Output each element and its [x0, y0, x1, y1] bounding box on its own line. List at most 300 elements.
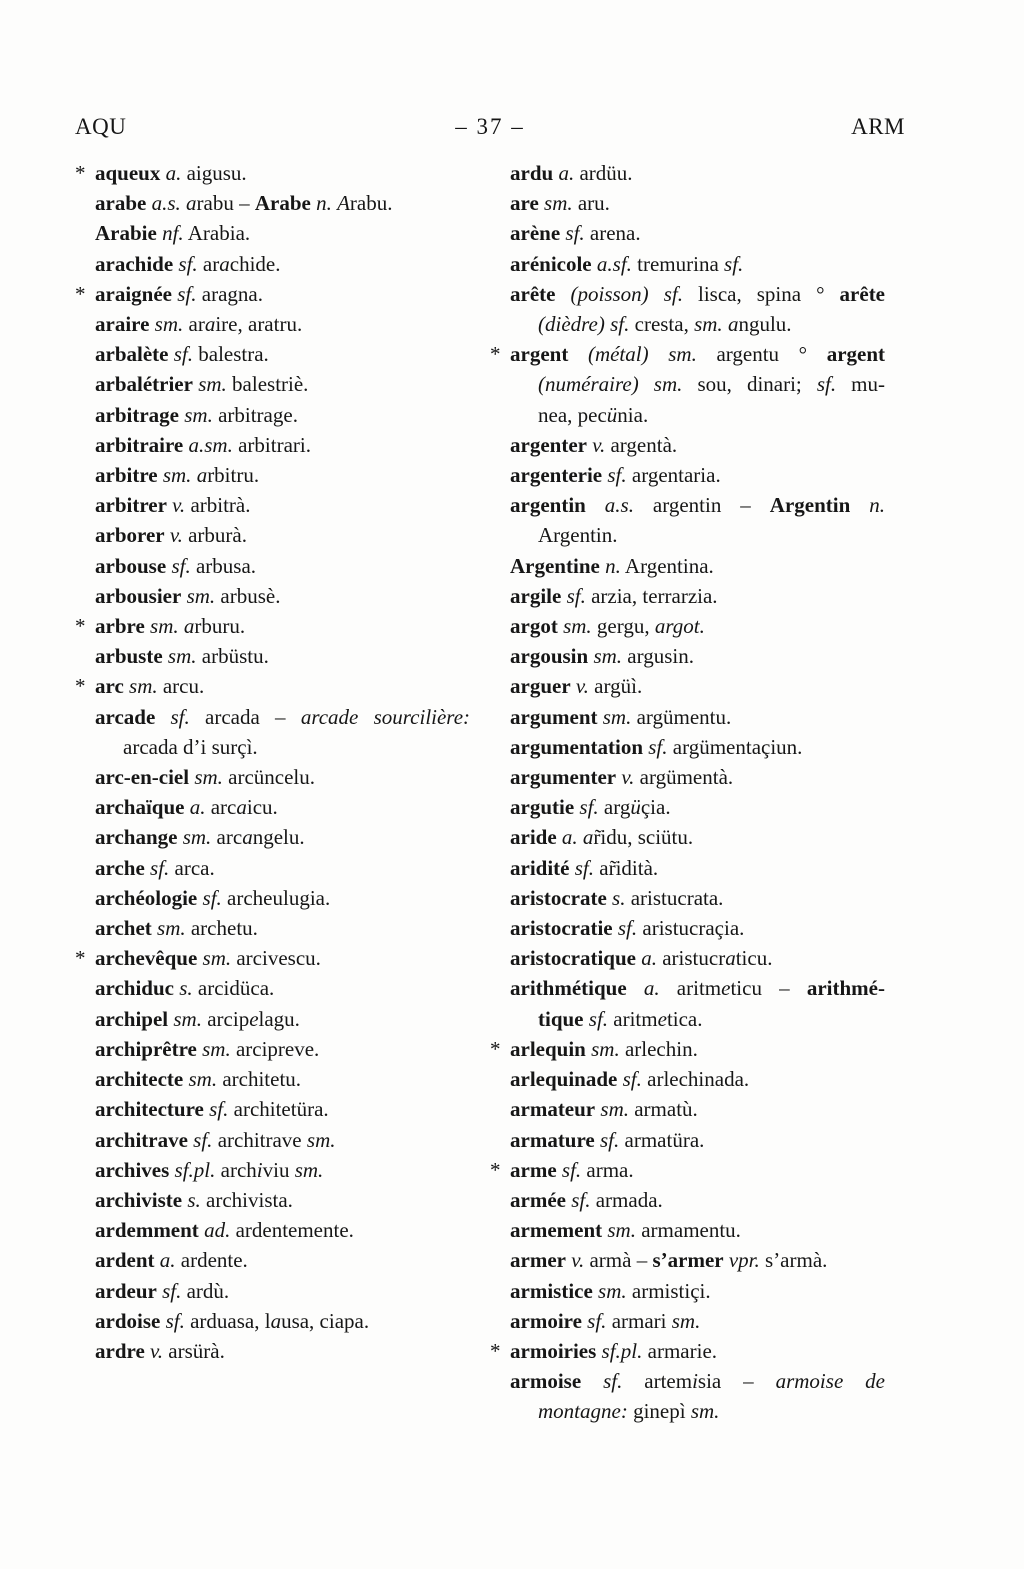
text-segment: sm. — [178, 402, 213, 427]
entry-line — [510, 611, 885, 641]
text-segment: armer — [510, 1248, 566, 1273]
text-segment: sm. — [196, 1036, 231, 1061]
text-segment: archeulugia. — [221, 885, 331, 910]
entry-line — [510, 1094, 885, 1124]
text-segment: arbitraire — [95, 432, 184, 457]
text-segment: a. — [556, 825, 578, 850]
dictionary-entry — [95, 1094, 470, 1124]
text-columns — [75, 158, 905, 1427]
text-segment: tica. — [666, 1006, 703, 1031]
dictionary-entry — [510, 460, 885, 490]
text-segment: armoiries — [510, 1338, 597, 1363]
text-segment: sf. — [612, 916, 638, 941]
text-segment: Arabia. — [183, 221, 251, 246]
entry-line — [510, 339, 885, 369]
text-segment: arbusa. — [190, 553, 257, 578]
dictionary-entry — [95, 1245, 470, 1275]
dictionary-entry — [95, 883, 470, 913]
dictionary-entry — [510, 732, 885, 762]
text-segment: argutie — [510, 795, 575, 820]
text-segment: sm. — [538, 191, 573, 216]
text-segment: rburu. — [194, 614, 246, 639]
text-segment: ardüu. — [574, 161, 633, 185]
entry-line — [95, 822, 470, 852]
text-segment: n. — [310, 191, 332, 216]
text-segment: argumenter — [510, 765, 617, 790]
text-segment: e — [657, 1006, 667, 1031]
text-segment: archivista. — [200, 1187, 293, 1212]
entry-star-marker: * — [490, 1338, 501, 1363]
text-segment: i — [256, 1157, 263, 1182]
text-segment: sm. — [149, 312, 184, 337]
text-segment: armistice — [510, 1278, 593, 1303]
text-segment: argumentation — [510, 734, 643, 759]
text-segment: sm. — [592, 1278, 627, 1303]
text-segment: a — [204, 312, 216, 337]
text-segment: arlechin. — [619, 1036, 698, 1061]
dictionary-entry — [95, 520, 470, 550]
text-segment: Arabe — [254, 191, 311, 216]
text-segment: balestra. — [193, 342, 269, 367]
entry-line — [510, 1245, 885, 1275]
text-segment: arburà. — [182, 523, 247, 548]
text-segment: ardente. — [175, 1248, 248, 1273]
entry-line — [510, 520, 885, 550]
text-segment: s’armà. — [759, 1248, 828, 1273]
text-segment: arc-en-ciel — [95, 765, 190, 790]
text-segment — [568, 342, 588, 366]
text-segment: sm. — [294, 1157, 324, 1182]
text-segment: e — [249, 1006, 259, 1031]
dictionary-entry — [510, 551, 885, 581]
text-segment: nf. — [156, 221, 184, 246]
dictionary-entry — [510, 158, 885, 188]
text-segment: sf. — [594, 1127, 620, 1152]
dictionary-entry — [75, 158, 470, 188]
entry-line — [510, 430, 885, 460]
text-segment: s’armer — [652, 1248, 724, 1273]
entry-line — [95, 1064, 470, 1094]
text-segment: a. — [160, 161, 182, 185]
entry-line — [95, 218, 470, 248]
text-segment: sf. — [603, 1369, 623, 1394]
text-segment: arithmé- — [806, 976, 885, 1001]
text-segment: sf. — [581, 1308, 607, 1333]
text-segment: armement — [510, 1218, 603, 1243]
text-segment: ar — [197, 251, 220, 276]
text-segment: s. — [606, 885, 626, 910]
text-segment: aristucrata. — [625, 885, 724, 910]
dictionary-entry — [95, 339, 470, 369]
text-segment: sm. — [602, 1218, 636, 1243]
entry-line — [510, 279, 885, 309]
entry-star-marker: * — [490, 1157, 501, 1182]
text-segment: argentaria. — [626, 463, 721, 488]
text-segment: sm. — [192, 372, 227, 397]
entry-line — [510, 188, 885, 218]
text-segment: arbalétrier — [95, 372, 193, 397]
text-segment: sm. — [151, 916, 186, 941]
text-segment: ardeur — [95, 1278, 157, 1303]
text-segment: n. — [850, 493, 885, 518]
text-segment: (dièdre) — [538, 312, 605, 337]
dictionary-entry — [95, 551, 470, 581]
text-segment: a. — [626, 976, 660, 1001]
text-segment: arbre — [95, 614, 145, 639]
text-segment: v. — [164, 523, 183, 548]
text-segment: a. — [154, 1248, 176, 1273]
text-segment: Argentin. — [538, 523, 618, 548]
dictionary-entry — [510, 973, 885, 1033]
text-segment: arduasa, l — [184, 1308, 271, 1333]
dictionary-entry — [510, 943, 885, 973]
text-segment: arcada – — [189, 704, 301, 729]
dictionary-entry — [95, 188, 470, 218]
text-segment: arête — [839, 281, 886, 306]
entry-line — [95, 762, 470, 792]
dictionary-entry — [510, 1094, 885, 1124]
dictionary-entry — [75, 943, 470, 973]
text-segment: ire, aratru. — [215, 312, 303, 337]
dictionary-entry — [95, 400, 470, 430]
text-segment: arlequin — [510, 1036, 586, 1061]
entry-line — [510, 822, 885, 852]
text-segment: arcidüca. — [192, 976, 275, 1001]
text-segment: arête — [510, 281, 556, 306]
text-segment: usa, ciapa. — [281, 1308, 370, 1333]
text-segment: sf. — [643, 734, 668, 759]
text-segment: sm. — [177, 825, 212, 850]
text-segment: (numéraire) — [538, 372, 639, 397]
text-segment: argile — [510, 583, 562, 608]
text-segment: a — [242, 825, 253, 850]
dictionary-entry — [95, 309, 470, 339]
text-segment: a — [183, 614, 195, 639]
text-segment: ü — [630, 795, 641, 820]
text-segment: sf. — [203, 1097, 229, 1122]
text-segment: v. — [565, 1248, 585, 1273]
entry-line — [95, 913, 470, 943]
dictionary-entry — [75, 611, 470, 641]
dictionary-entry — [490, 1034, 885, 1064]
dictionary-entry — [510, 1215, 885, 1245]
text-segment — [649, 342, 669, 366]
text-segment: cresta, — [629, 312, 695, 337]
text-segment: sm. — [668, 342, 697, 367]
entry-line — [510, 309, 885, 339]
text-segment: arbitrà. — [185, 493, 251, 518]
text-segment: sia – — [697, 1369, 776, 1394]
dictionary-entry — [95, 1215, 470, 1245]
dictionary-entry — [490, 339, 886, 430]
text-segment: sf. — [560, 221, 585, 246]
entry-line — [95, 883, 470, 913]
entry-line — [510, 883, 885, 913]
text-segment: arbitrari. — [232, 432, 311, 457]
text-segment: ardoise — [95, 1308, 161, 1333]
text-segment — [649, 282, 664, 306]
entry-line — [95, 430, 470, 460]
dictionary-entry — [95, 702, 470, 762]
text-segment: armoire — [510, 1308, 582, 1333]
dictionary-entry — [75, 671, 470, 701]
text-segment: sm. — [168, 1006, 202, 1031]
text-segment: sm. — [595, 1097, 629, 1122]
text-segment: arc — [211, 825, 243, 850]
entry-line — [510, 641, 885, 671]
text-segment: Argentin — [769, 493, 851, 518]
dictionary-entry — [95, 641, 470, 671]
text-segment: sf. — [168, 342, 193, 367]
entry-line — [95, 1185, 470, 1215]
page-number: – 37 – — [455, 114, 525, 139]
text-segment: icu. — [246, 795, 278, 820]
entry-line — [510, 158, 885, 188]
entry-line — [510, 671, 885, 701]
text-segment: sf. — [816, 372, 837, 397]
text-segment: rbitru. — [207, 463, 260, 488]
dictionary-entry — [510, 1185, 885, 1215]
dictionary-entry — [95, 1276, 470, 1306]
dictionary-entry — [95, 973, 470, 1003]
text-segment: armoise — [510, 1369, 582, 1394]
text-segment: ticu – — [730, 976, 807, 1001]
text-segment: çia. — [640, 795, 671, 820]
text-segment: a — [219, 251, 230, 276]
entry-line — [510, 249, 885, 279]
text-segment: argentin — [510, 493, 586, 518]
text-segment: sm. — [690, 1399, 720, 1424]
text-segment: sf. — [610, 312, 630, 337]
text-segment: arzia, terrarzia. — [585, 583, 718, 608]
entry-line — [95, 611, 470, 641]
text-segment: armistiçi. — [626, 1278, 711, 1303]
dictionary-entry — [510, 853, 885, 883]
text-segment: sm. — [157, 463, 192, 488]
text-segment: arbüstu. — [196, 644, 269, 669]
entry-line — [510, 1155, 885, 1185]
text-segment: argümentà. — [634, 765, 734, 790]
dictionary-entry — [95, 822, 470, 852]
text-segment: arca. — [169, 855, 215, 880]
text-segment: architrave — [212, 1127, 307, 1152]
dictionary-entry — [510, 279, 885, 339]
text-segment: armature — [510, 1127, 595, 1152]
text-segment: sf. — [561, 583, 586, 608]
text-segment: arc — [205, 795, 237, 820]
dictionary-entry — [95, 792, 470, 822]
text-segment: armari — [606, 1308, 672, 1333]
text-segment: a. — [184, 795, 206, 820]
text-segment: vpr. — [723, 1248, 760, 1273]
text-segment — [555, 282, 570, 306]
text-segment: sm. — [144, 614, 179, 639]
entry-line — [510, 1306, 885, 1336]
entry-line — [95, 249, 470, 279]
dictionary-entry — [510, 702, 885, 732]
text-segment: ardent — [95, 1248, 155, 1273]
dictionary-entry — [510, 1306, 885, 1336]
text-segment: architecture — [95, 1097, 204, 1122]
dictionary-entry — [510, 641, 885, 671]
text-segment: i — [692, 1369, 698, 1394]
text-segment: aristocratique — [510, 946, 636, 971]
entry-line — [95, 400, 470, 430]
text-segment: sf. — [187, 1127, 213, 1152]
text-segment: lisca, spina ° — [682, 281, 840, 306]
text-segment: aritm — [659, 976, 722, 1001]
text-segment: sm. — [181, 583, 216, 608]
text-segment: arborer — [95, 523, 165, 548]
entry-line — [95, 490, 470, 520]
entry-line — [510, 973, 885, 1003]
text-segment: v. — [616, 765, 635, 790]
text-segment: sm. — [189, 765, 223, 790]
entry-line — [95, 339, 470, 369]
dictionary-page — [75, 0, 905, 1427]
text-segment: archevêque — [95, 946, 198, 971]
text-segment: rabu. — [349, 191, 393, 216]
text-segment: arbuste — [95, 644, 163, 669]
text-segment: ü — [606, 402, 618, 427]
text-segment: arche — [95, 855, 145, 880]
text-segment: armateur — [510, 1097, 596, 1122]
text-segment: (poisson) — [570, 281, 649, 306]
text-segment: ardù. — [181, 1278, 230, 1303]
text-segment: argentà. — [605, 432, 678, 457]
dictionary-entry — [95, 218, 470, 248]
entry-line — [95, 853, 470, 883]
text-segment — [639, 372, 654, 396]
entry-star-marker: * — [75, 281, 86, 306]
text-segment: s. — [182, 1187, 201, 1212]
entry-line — [510, 702, 885, 732]
text-segment: argent — [510, 342, 569, 367]
text-segment: argument — [510, 704, 598, 729]
entry-star-marker: * — [490, 342, 501, 367]
dictionary-entry — [75, 279, 470, 309]
text-segment — [581, 1369, 603, 1393]
dictionary-entry — [490, 1336, 885, 1366]
text-segment: archiduc — [95, 976, 174, 1001]
text-segment: sf. — [724, 251, 744, 276]
header-keyword-right: ARM — [851, 114, 905, 139]
text-segment: aqueux — [95, 161, 161, 185]
entry-line — [95, 1125, 470, 1155]
text-segment: v. — [166, 493, 186, 518]
text-segment: aristucraçia. — [637, 916, 745, 941]
dictionary-entry — [490, 1155, 885, 1185]
dictionary-entry — [95, 1306, 470, 1336]
header-keyword-left: AQU — [75, 114, 127, 139]
text-segment: a — [270, 1308, 282, 1333]
dictionary-entry — [95, 1125, 470, 1155]
dictionary-entry — [95, 1034, 470, 1064]
text-segment: ngulu. — [738, 312, 792, 337]
dictionary-entry — [510, 792, 885, 822]
entry-star-marker: * — [490, 1036, 501, 1061]
text-segment: sm. — [585, 1036, 620, 1061]
entry-line — [510, 490, 885, 520]
dictionary-entry — [95, 249, 470, 279]
text-segment: sf.pl. — [596, 1338, 643, 1363]
text-segment: v. — [570, 674, 589, 699]
text-segment: nea, pec — [538, 402, 607, 427]
dictionary-entry — [95, 1064, 470, 1094]
text-segment: arcivescu. — [231, 946, 321, 971]
text-segment: argüì. — [588, 674, 643, 699]
text-segment: artem — [622, 1369, 693, 1394]
text-segment: a — [196, 463, 208, 488]
dictionary-entry — [510, 611, 885, 641]
text-segment: aragna. — [196, 281, 263, 306]
dictionary-entry — [95, 1155, 470, 1185]
dictionary-entry — [510, 1064, 885, 1094]
dictionary-entry — [95, 369, 470, 399]
text-segment: architrave — [95, 1127, 188, 1152]
text-segment: sf. — [663, 281, 683, 306]
entry-star-marker: * — [75, 946, 86, 971]
entry-line — [510, 1004, 885, 1034]
entry-line — [95, 1276, 470, 1306]
entry-line — [510, 1276, 885, 1306]
text-segment: sf. — [565, 1187, 591, 1212]
text-segment: aristucr — [656, 946, 726, 971]
text-segment: arch — [215, 1157, 257, 1182]
text-segment: sm. — [588, 644, 623, 669]
dictionary-entry — [510, 762, 885, 792]
text-segment: nia. — [617, 402, 649, 427]
text-segment: sm. — [162, 644, 197, 669]
entry-line — [95, 1034, 470, 1064]
text-segment: a — [727, 312, 739, 337]
dictionary-entry — [95, 430, 470, 460]
entry-line — [95, 792, 470, 822]
dictionary-entry — [510, 1125, 885, 1155]
text-segment: aride — [510, 825, 557, 850]
text-segment: balestriè. — [226, 372, 309, 397]
text-segment: argent — [826, 342, 886, 367]
entry-line — [95, 702, 470, 732]
dictionary-entry — [510, 581, 885, 611]
dictionary-entry — [510, 822, 885, 852]
entry-line — [510, 1396, 885, 1426]
entry-line — [510, 1125, 885, 1155]
entry-line — [95, 460, 470, 490]
text-segment: argümentaçiun. — [667, 734, 803, 759]
text-segment: arcip — [201, 1006, 250, 1031]
text-segment: argot — [510, 614, 558, 639]
text-segment: a — [236, 795, 247, 820]
dictionary-entry — [510, 430, 885, 460]
entry-line — [95, 369, 470, 399]
text-segment: ticu. — [735, 946, 773, 971]
text-segment: archéologie — [95, 885, 198, 910]
text-segment: a. — [553, 161, 575, 185]
text-segment: arguer — [510, 674, 571, 699]
text-segment: ad. — [198, 1218, 231, 1243]
text-segment: arbitrer — [95, 493, 167, 518]
text-segment: gergu, — [591, 614, 655, 639]
entry-line — [95, 943, 470, 973]
text-segment: arène — [510, 221, 561, 246]
text-segment: sf. — [583, 1006, 609, 1031]
text-segment: ardre — [95, 1338, 145, 1363]
entry-line — [510, 369, 885, 399]
text-segment: a. — [635, 946, 657, 971]
text-segment: aru. — [572, 191, 610, 216]
text-segment: ardemment — [95, 1218, 199, 1243]
